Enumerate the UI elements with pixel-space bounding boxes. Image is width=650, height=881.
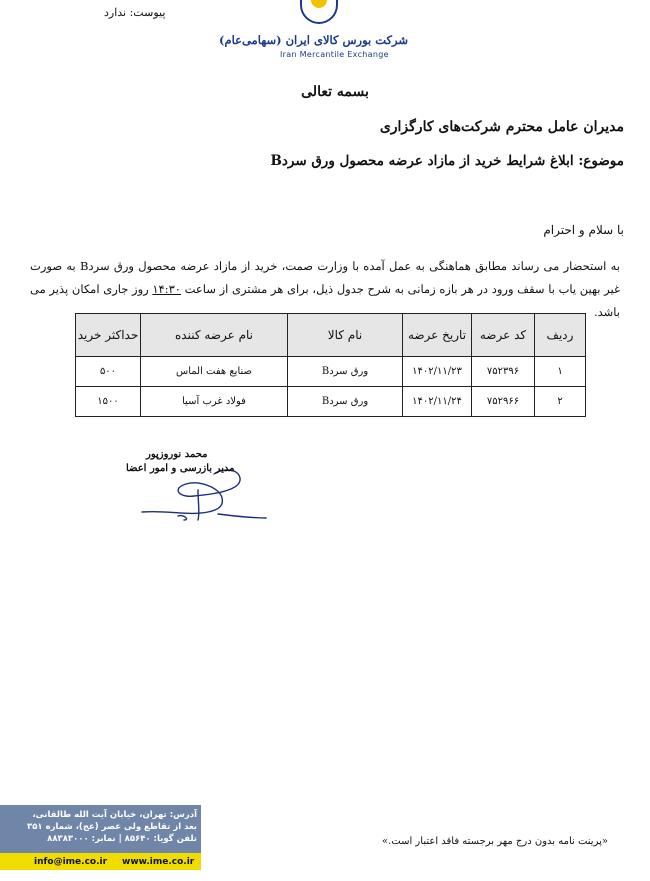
basmala: بسمه تعالی xyxy=(301,84,369,100)
logo-emblem-icon xyxy=(300,0,338,24)
phone-fax-line: تلفن گویا: ۸۵۶۴۰ | نمابر: ۸۸۳۸۳۰۰۰ xyxy=(47,834,197,844)
contact-strip xyxy=(0,853,201,870)
cell-offer-code: ۷۵۲۹۶۶ xyxy=(472,387,535,417)
address-line-2: بعد از تقاطع ولی عصر (عج)، شماره ۳۵۱ xyxy=(27,822,197,832)
table-row xyxy=(76,357,586,387)
attachment-label: پیوست: ندارد xyxy=(104,6,166,19)
header-max-purchase: حداکثر خرید xyxy=(76,314,141,357)
address-line-1: آدرس: تهران، خیابان آیت الله طالقانی، xyxy=(32,810,197,820)
header-commodity: نام کالا xyxy=(288,314,403,357)
cell-supplier: صنایع هفت الماس xyxy=(141,357,288,387)
cell-row-number: ۱ xyxy=(535,357,586,387)
subject-line: موضوع: ابلاغ شرایط خرید از مازاد عرضه محصول ورق سردB xyxy=(270,153,624,169)
cell-max-purchase: ۱۵۰۰ xyxy=(76,387,141,417)
offers-table xyxy=(75,313,586,417)
cell-offer-date: ۱۴۰۲/۱۱/۲۳ xyxy=(403,357,472,387)
validity-note: «پرینت نامه بدون درج مهر برجسته فاقد اعتبار است.» xyxy=(381,836,608,847)
logo-name-fa: شرکت بورس کالای ایران (سهامی‌عام) xyxy=(219,33,408,47)
header-row-number: ردیف xyxy=(535,314,586,357)
greeting: با سلام و احترام xyxy=(543,223,624,237)
company-logo xyxy=(219,0,412,62)
cell-offer-date: ۱۴۰۲/۱۱/۲۴ xyxy=(403,387,472,417)
addressee: مدیران عامل محترم شرکت‌های کارگزاری xyxy=(379,119,624,135)
signatory-title: مدیر بازرسی و امور اعضا xyxy=(126,463,235,474)
cell-offer-code: ۷۵۲۳۹۶ xyxy=(472,357,535,387)
logo-name-en: Iran Mercantile Exchange xyxy=(280,50,389,59)
body-text-after: روز جاری امکان پذیر می باشد. xyxy=(30,282,620,319)
email-link[interactable]: info@ime.co.ir xyxy=(34,857,108,867)
body-text-before: به استحضار می رساند مطابق هماهنگی به عمل آمده با وزارت صمت، خرید از مازاد عرضه محصول ورق سردB به صورت غیر بهین یاب با سقف ورود در هر بازه زمانی به شرح جدول ذیل، برای هر مشتری از ساعت xyxy=(30,259,621,296)
body-time: ۱۴:۳۰ xyxy=(152,282,181,296)
website-link[interactable]: www.ime.co.ir xyxy=(122,857,195,867)
header-supplier: نام عرضه کننده xyxy=(141,314,288,357)
address-box xyxy=(0,805,201,870)
signatory-name: محمد نوروزپور xyxy=(146,449,208,460)
cell-row-number: ۲ xyxy=(535,387,586,417)
cell-supplier: فولاد غرب آسیا xyxy=(141,387,288,417)
cell-commodity: ورق سردB xyxy=(288,357,403,387)
header-offer-date: تاریخ عرضه xyxy=(403,314,472,357)
header-offer-code: کد عرضه xyxy=(472,314,535,357)
cell-commodity: ورق سردB xyxy=(288,387,403,417)
table-row xyxy=(76,387,586,417)
cell-max-purchase: ۵۰۰ xyxy=(76,357,141,387)
table-header-row xyxy=(76,314,586,357)
